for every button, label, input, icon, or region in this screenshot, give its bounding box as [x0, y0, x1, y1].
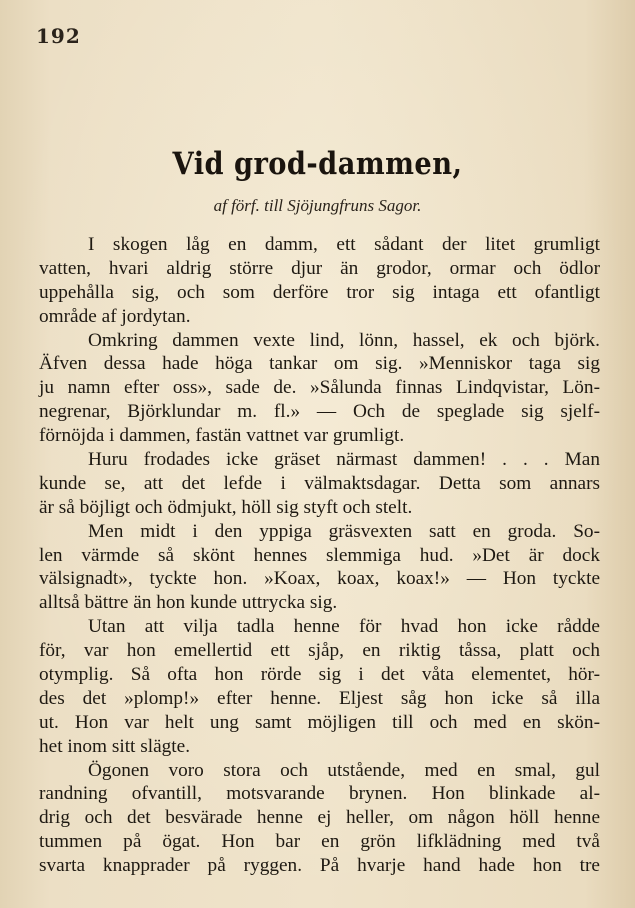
- text-line: Äfven dessa hade höga tankar om sig. »Menniskor taga sig: [39, 353, 600, 375]
- text-line: randning ofvantill, motsvarande brynen. Hon blinkade al-: [39, 783, 600, 805]
- text-line: alltså bättre än hon kunde uttrycka sig.: [39, 592, 338, 614]
- text-line: Omkring dammen vexte lind, lönn, hassel, ek och björk.: [88, 329, 600, 351]
- text-line: otymplig. Så ofta hon rörde sig i det våta elementet, hör-: [39, 664, 600, 686]
- text-line: Ögonen voro stora och utstående, med en smal, gul: [88, 759, 600, 781]
- text-line: svarta knapprader på ryggen. På hvarje hand hade hon tre: [39, 855, 600, 877]
- text-line: I skogen låg en damm, ett sådant der litet grumligt: [88, 234, 600, 255]
- text-line: för, var hon emellertid ett sjåp, en riktig tåssa, platt och: [39, 640, 600, 662]
- text-line: ut. Hon var helt ung samt möjligen till och med en skön-: [39, 711, 600, 733]
- text-line: drig och det besvärade henne ej heller, om någon höll henne: [39, 807, 600, 829]
- chapter-title: Vid grod-dammen,: [172, 146, 463, 182]
- text-line: kunde se, att det lefde i välmaktsdagar. Detta som annars: [39, 472, 600, 494]
- text-line: Men midt i den yppiga gräsvexten satt en groda. So-: [88, 520, 600, 542]
- text-line: område af jordytan.: [39, 305, 191, 327]
- text-line: tummen på ögat. Hon bar en grön lifklädning med två: [39, 831, 600, 853]
- text-line: ju namn efter oss», sade de. »Sålunda finnas Lindqvistar, Lön-: [39, 377, 600, 399]
- author-byline: af förf. till Sjöjungfruns Sagor.: [213, 196, 422, 215]
- text-line: välsignadt», tyckte hon. »Koax, koax, koax!» — Hon tyckte: [39, 568, 600, 590]
- text-line: vatten, hvari aldrig större djur än grodor, ormar och ödlor: [39, 257, 600, 279]
- text-line: des det »plomp!» efter henne. Eljest såg hon icke så illa: [39, 687, 600, 709]
- text-line: är så böjligt och ödmjukt, höll sig styft och stelt.: [39, 496, 413, 518]
- text-line: Huru frodades icke gräset närmast dammen! . . . Man: [88, 449, 600, 471]
- text-line: negrenar, Björklundar m. fl.» — Och de speglade sig sjelf-: [39, 401, 600, 423]
- text-line: uppehålla sig, och som derföre tror sig intaga ett ofantligt: [39, 281, 600, 303]
- text-line: Utan att vilja tadla henne för hvad hon icke rådde: [88, 616, 600, 638]
- page-number: 192: [36, 24, 81, 48]
- text-line: förnöjda i dammen, fastän vattnet var grumligt.: [39, 425, 405, 447]
- body-text: [39, 233, 600, 878]
- text-line: het inom sitt slägte.: [39, 735, 191, 757]
- text-line: len värmde så skönt hennes slemmiga hud. »Det är dock: [39, 544, 600, 566]
